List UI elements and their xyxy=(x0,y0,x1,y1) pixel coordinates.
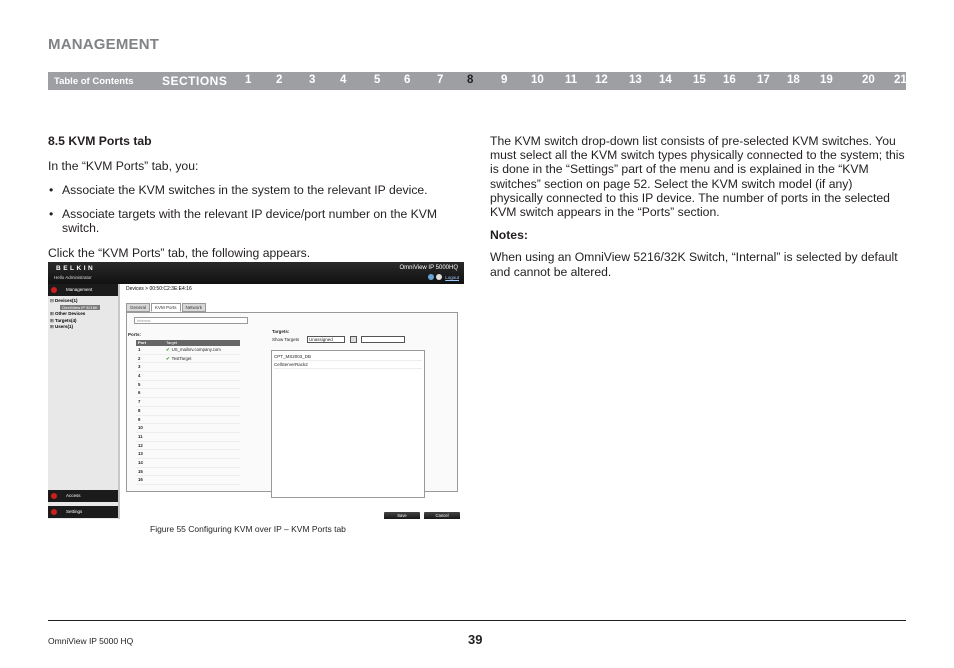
section-heading: 8.5 KVM Ports tab xyxy=(48,134,152,148)
table-row[interactable] xyxy=(136,476,240,485)
access-icon xyxy=(51,493,57,499)
show-targets-select[interactable]: Unassigned xyxy=(307,336,345,343)
section-link-2[interactable]: 2 xyxy=(276,74,283,86)
port-target xyxy=(166,381,240,389)
settings-icon xyxy=(51,509,57,515)
port-target xyxy=(166,363,240,371)
port-number: 9 xyxy=(138,416,141,422)
cancel-button[interactable]: Cancel xyxy=(424,512,460,519)
target-column-header: Target xyxy=(166,340,178,345)
table-row[interactable] xyxy=(136,416,240,425)
section-link-3[interactable]: 3 xyxy=(309,74,316,86)
section-link-20[interactable]: 20 xyxy=(862,74,875,86)
section-link-8[interactable]: 8 xyxy=(467,74,474,86)
user-greeting: Hello Administrator xyxy=(54,275,92,280)
port-number: 13 xyxy=(138,451,143,457)
toc-link[interactable]: Table of Contents xyxy=(54,75,134,87)
port-number: 6 xyxy=(138,390,141,396)
port-number: 14 xyxy=(138,459,143,465)
table-row[interactable] xyxy=(136,424,240,433)
footer-product-name: OmniView IP 5000 HQ xyxy=(48,636,134,646)
table-row[interactable] xyxy=(136,381,240,390)
port-number: 1 xyxy=(138,347,141,352)
port-number: 3 xyxy=(138,364,141,370)
targets-label: Targets: xyxy=(272,329,290,334)
table-row[interactable] xyxy=(136,398,240,407)
filter-button[interactable] xyxy=(350,336,357,343)
port-target xyxy=(166,450,240,458)
section-link-4[interactable]: 4 xyxy=(340,74,347,86)
bullet-item: • Associate targets with the relevant IP device/port number on the KVM switch. xyxy=(48,207,448,235)
port-number: 10 xyxy=(138,425,143,431)
logout-link[interactable]: Logout xyxy=(445,275,459,280)
left-column xyxy=(48,134,448,260)
port-target xyxy=(166,416,240,424)
port-number: 8 xyxy=(138,407,141,413)
port-number: 16 xyxy=(138,477,143,483)
right-column xyxy=(490,134,908,279)
tree-item-devices[interactable]: ⊟ Devices(1) xyxy=(50,298,78,303)
section-link-21[interactable]: 21 xyxy=(894,74,907,86)
targets-list[interactable] xyxy=(271,350,425,498)
port-target xyxy=(166,372,240,380)
section-link-9[interactable]: 9 xyxy=(501,74,508,86)
port-target xyxy=(166,424,240,432)
section-link-16[interactable]: 16 xyxy=(723,74,736,86)
kvm-switch-select[interactable]: Internal xyxy=(134,317,248,324)
table-row[interactable] xyxy=(136,372,240,381)
section-link-15[interactable]: 15 xyxy=(693,74,706,86)
list-item[interactable]: CellServerRack2 xyxy=(274,361,422,369)
sidebar-access-label: Access xyxy=(66,493,81,498)
page-header-title: MANAGEMENT xyxy=(48,36,160,53)
tab-general[interactable]: General xyxy=(126,303,150,312)
port-target xyxy=(166,442,240,450)
port-target xyxy=(166,476,240,484)
device-breadcrumb: Devices > 00:50:C2:3E:E4:16 xyxy=(126,286,192,292)
sidebar-settings-label: Settings xyxy=(66,509,83,514)
section-link-12[interactable]: 12 xyxy=(595,74,608,86)
notes-text: When using an OmniView 5216/32K Switch, “Internal” is selected by default and cannot be altered. xyxy=(490,250,898,279)
section-link-18[interactable]: 18 xyxy=(787,74,800,86)
port-column-header: Port xyxy=(138,340,146,345)
port-target xyxy=(166,398,240,406)
section-link-6[interactable]: 6 xyxy=(404,74,411,86)
save-button[interactable]: Save xyxy=(384,512,420,519)
port-number: 12 xyxy=(138,442,143,448)
port-target xyxy=(166,346,240,354)
sidebar-management-label: Management xyxy=(66,287,93,292)
table-row[interactable] xyxy=(136,459,240,468)
port-number: 7 xyxy=(138,399,141,405)
table-row[interactable] xyxy=(136,355,240,364)
tree-item-other-devices[interactable]: ⊞ Other Devices xyxy=(50,311,86,316)
port-number: 11 xyxy=(138,433,143,439)
list-item[interactable]: CPT_MS2003_DB xyxy=(274,353,422,361)
port-target xyxy=(166,355,240,363)
sidebar-settings[interactable] xyxy=(48,506,118,518)
sidebar-management[interactable] xyxy=(48,284,118,296)
intro-text: In the “KVM Ports” tab, you: xyxy=(48,159,199,173)
section-link-13[interactable]: 13 xyxy=(629,74,642,86)
figure-screenshot xyxy=(48,262,464,519)
port-number: 4 xyxy=(138,373,141,379)
click-instruction: Click the “KVM Ports” tab, the following appears. xyxy=(48,246,311,260)
port-number: 2 xyxy=(138,355,141,361)
app-sidebar xyxy=(48,284,118,519)
belkin-logo: BELKIN xyxy=(56,265,96,272)
footer-divider xyxy=(48,620,906,621)
table-row[interactable] xyxy=(136,389,240,398)
help-icon[interactable] xyxy=(436,274,442,280)
bullet-item: • Associate the KVM switches in the system to the relevant IP device. xyxy=(48,183,448,197)
section-link-5[interactable]: 5 xyxy=(374,74,381,86)
show-targets-label: Show Targets xyxy=(272,337,300,342)
sections-label: SECTIONS xyxy=(162,74,228,88)
port-target xyxy=(166,433,240,441)
port-target xyxy=(166,407,240,415)
device-tree xyxy=(50,298,100,331)
section-link-14[interactable]: 14 xyxy=(659,74,672,86)
refresh-icon[interactable] xyxy=(428,274,434,280)
app-main-panel xyxy=(120,284,464,519)
table-row[interactable] xyxy=(136,442,240,451)
device-tabs xyxy=(126,303,207,312)
section-link-19[interactable]: 19 xyxy=(820,74,833,86)
tree-item-users[interactable]: ⊞ Users(1) xyxy=(50,324,74,329)
port-number: 15 xyxy=(138,468,143,474)
tree-item-selected-device[interactable]: OmniView IP 5216K xyxy=(62,304,98,310)
notes-heading: Notes: xyxy=(490,228,528,243)
form-buttons xyxy=(380,512,460,519)
port-target xyxy=(166,389,240,397)
figure-caption: Figure 55 Configuring KVM over IP – KVM Ports tab xyxy=(150,524,346,534)
table-row[interactable] xyxy=(136,407,240,416)
tab-network[interactable]: Network xyxy=(182,303,207,312)
table-row[interactable] xyxy=(136,450,240,459)
target-search-input[interactable] xyxy=(361,336,405,343)
table-row[interactable] xyxy=(136,363,240,372)
ports-label: Ports: xyxy=(128,332,142,337)
port-number: 5 xyxy=(138,381,141,387)
port-target-name: TestTarget xyxy=(171,355,192,361)
section-link-17[interactable]: 17 xyxy=(757,74,770,86)
checkmark-icon: ✔ xyxy=(166,355,170,361)
table-row[interactable] xyxy=(136,433,240,442)
section-link-7[interactable]: 7 xyxy=(437,74,444,86)
checkmark-icon: ✔ xyxy=(166,347,170,352)
product-name: OmniView IP 5000HQ xyxy=(399,265,458,271)
sidebar-access[interactable] xyxy=(48,490,118,502)
tab-kvm-ports[interactable]: KVM Ports xyxy=(151,303,181,312)
ports-table xyxy=(136,340,240,485)
section-link-11[interactable]: 11 xyxy=(565,74,578,86)
port-target-name: US_mailsrv.company.com xyxy=(171,347,221,352)
section-link-10[interactable]: 10 xyxy=(531,74,544,86)
tree-item-targets[interactable]: ⊞ Targets(4) xyxy=(50,317,77,323)
port-target xyxy=(166,468,240,476)
port-target xyxy=(166,459,240,467)
page-number: 39 xyxy=(468,632,483,647)
table-row[interactable] xyxy=(136,346,240,355)
ports-table-body xyxy=(136,346,240,485)
table-row[interactable] xyxy=(136,468,240,477)
section-link-1[interactable]: 1 xyxy=(245,74,252,86)
management-icon xyxy=(51,287,57,293)
app-header-bar xyxy=(48,262,464,284)
section-navbar xyxy=(48,72,906,90)
description-paragraph: The KVM switch drop-down list consists of pre-selected KVM switches. You must select all the KVM switch types physically connected to the system; this is done in the “Settings” part of the menu and is explained in the “KVM switches” section on page 52. Select the KVM switch model (if any) physically connected to this IP device. The number of ports in the selected KVM switch appears in the “Ports” section. xyxy=(490,134,905,220)
